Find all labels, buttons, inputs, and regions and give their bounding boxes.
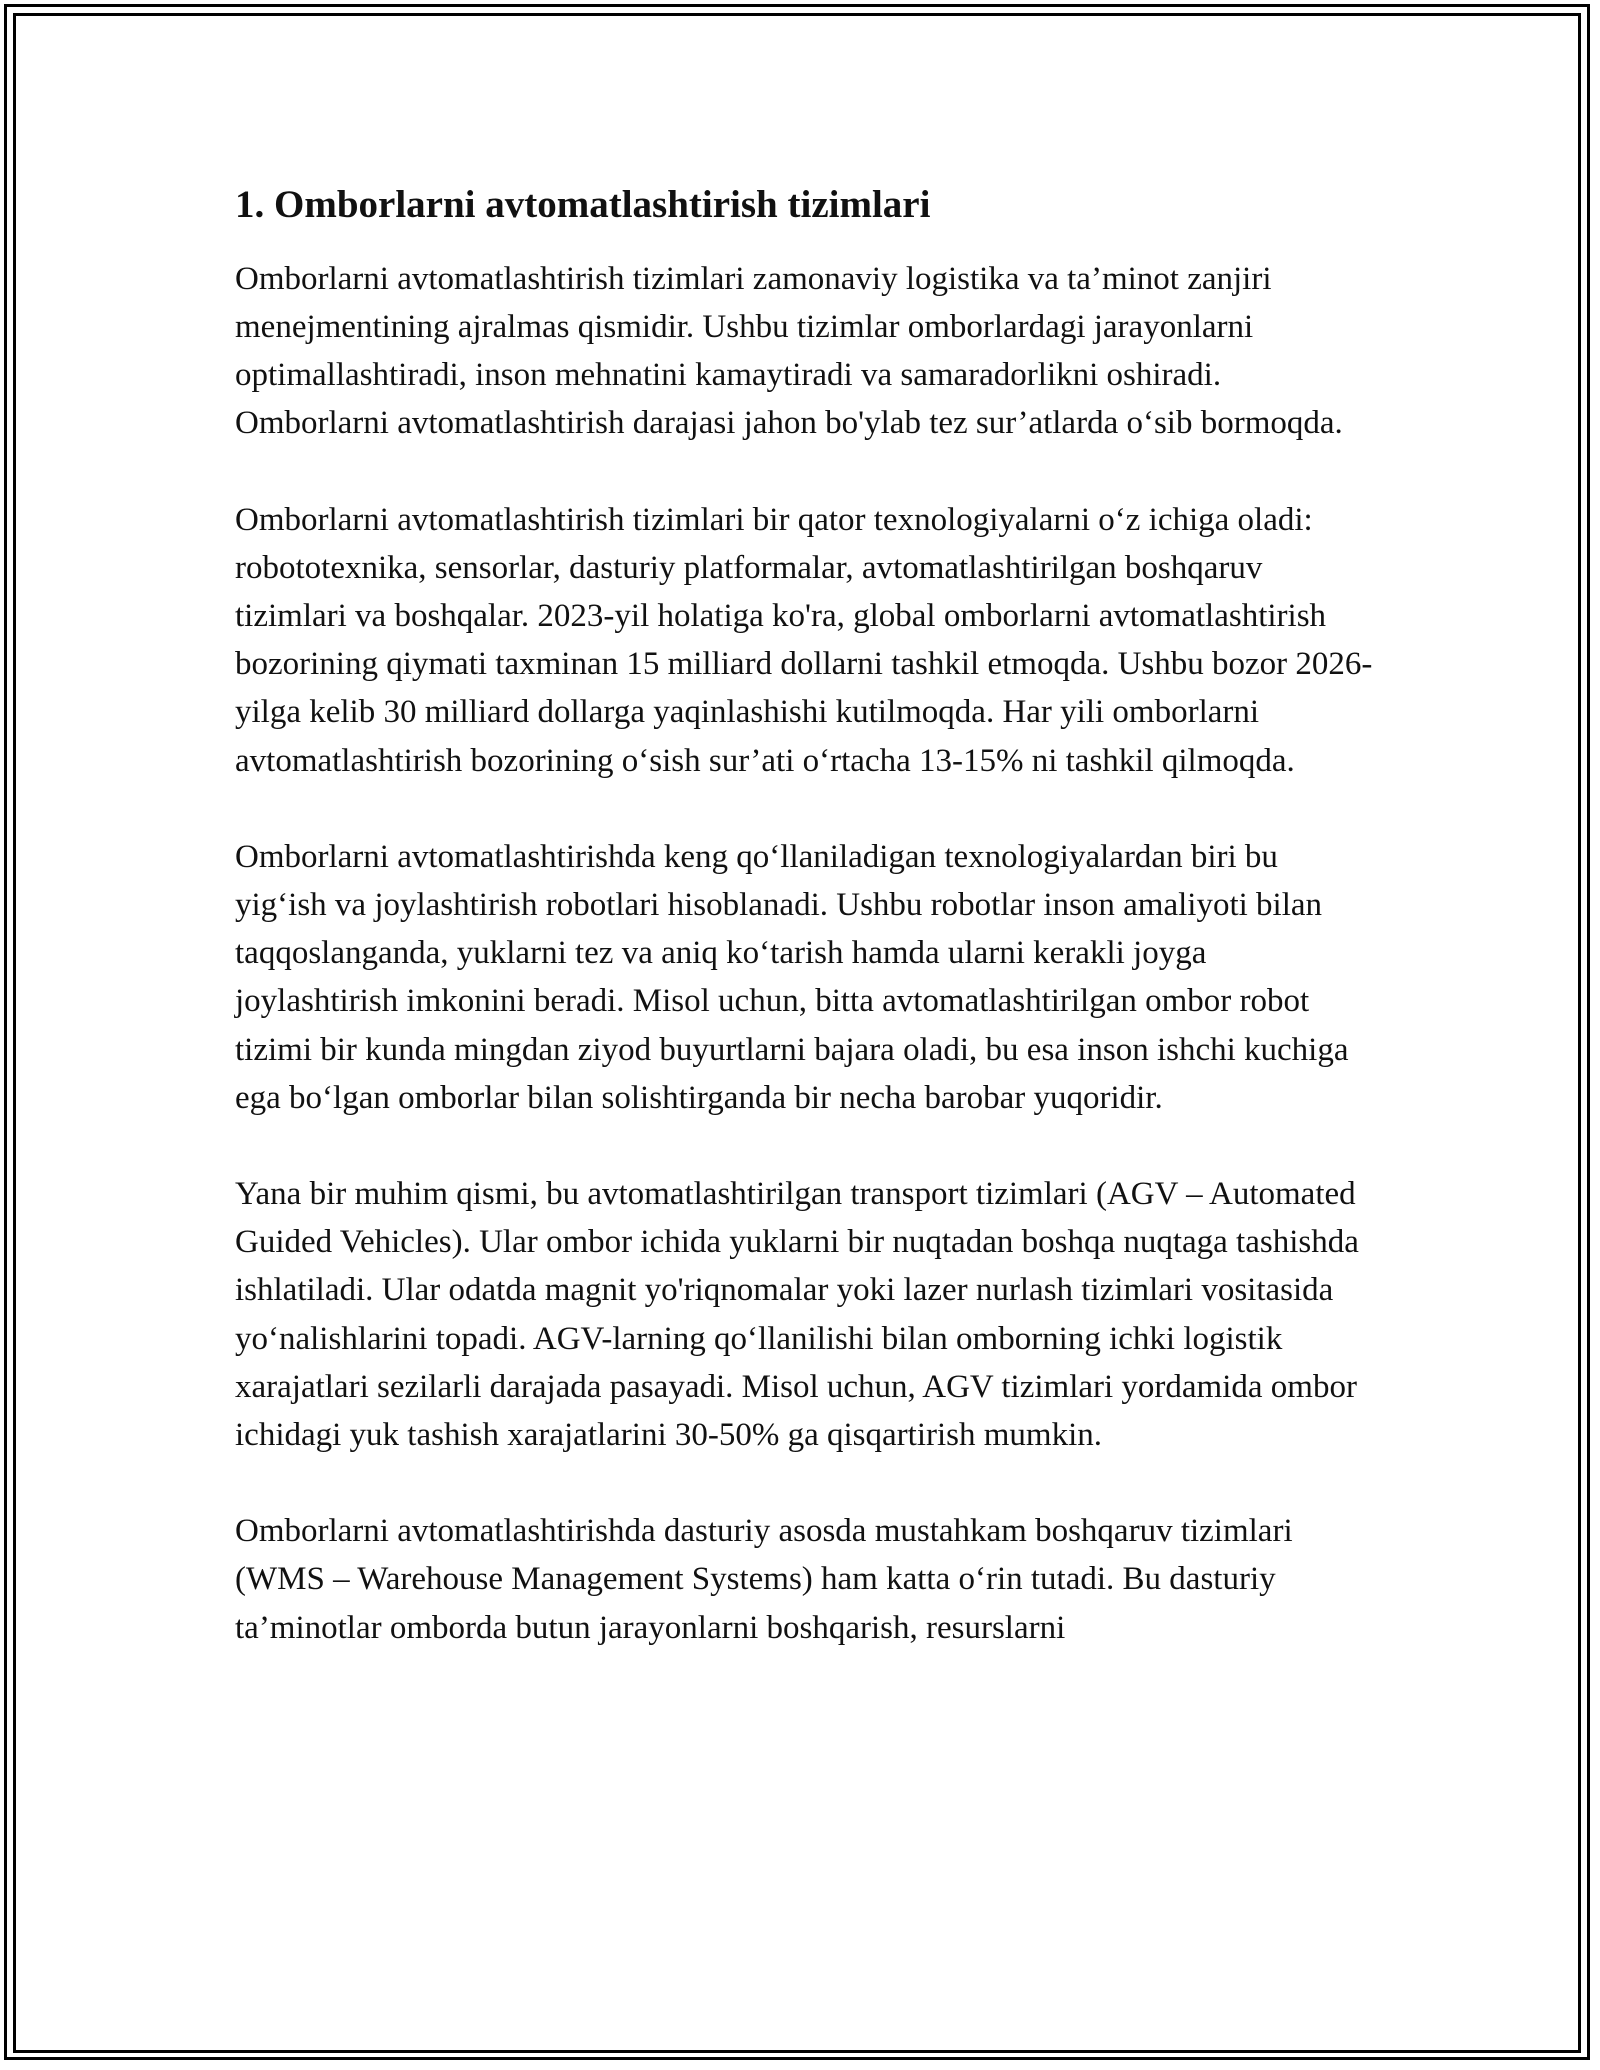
- section-heading: 1. Omborlarni avtomatlashtirish tizimlari: [235, 183, 931, 226]
- paragraph-4: Yana bir muhim qismi, bu avtomatlashtirilgan transport tizimlari (AGV – Automated Guided Vehicles). Ular ombor ichida yuklarni bir nuqtadan boshqa nuqtaga tashishda ishlatiladi. Ular odatda magnit yo'riqnomalar yoki lazer nurlash tizimlari vositasida yo‘nalishlarini topadi. AGV-larning qo‘llanilishi bilan omborning ichki logistik xarajatlari sezilarli darajada pasayadi. Misol uchun, AGV tizimlari yordamida ombor ichidagi yuk tashish xarajatlarini 30-50% ga qisqartirish mumkin.: [235, 1175, 1359, 1453]
- paragraph-3: Omborlarni avtomatlashtirishda keng qo‘llaniladigan texnologiyalardan biri bu yig‘ish va joylashtirish robotlari hisoblanadi. Ushbu robotlar inson amaliyoti bilan taqqoslanganda, yuklarni tez va aniq ko‘tarish hamda ularni kerakli joyga joylashtirish imkonini beradi. Misol uchun, bitta avtomatlashtirilgan ombor robot tizimi bir kunda mingdan ziyod buyurtlarni bajara oladi, bu esa inson ishchi kuchiga ega bo‘lgan omborlar bilan solishtirganda bir necha barobar yuqoridir.: [235, 838, 1349, 1116]
- paragraph-5: Omborlarni avtomatlashtirishda dasturiy asosda mustahkam boshqaruv tizimlari (WMS – Warehouse Management Systems) ham katta o‘rin tutadi. Bu dasturiy ta’minotlar omborda butun jarayonlarni boshqarish, resurslarni: [235, 1513, 1293, 1646]
- paragraph-2: Omborlarni avtomatlashtirish tizimlari bir qator texnologiyalarni o‘z ichiga oladi: robototexnika, sensorlar, dasturiy platformalar, avtomatlashtirilgan boshqaruv tizimlari va boshqalar. 2023-yil holatiga ko'ra, global omborlarni avtomatlashtirish bozorining qiymati taxminan 15 milliard dollarni tashkil etmoqda. Ushbu bozor 2026-yilga kelib 30 milliard dollarga yaqinlashishi kutilmoqda. Har yili omborlarni avtomatlashtirish bozorining o‘sish sur’ati o‘rtacha 13-15% ni tashkil qilmoqda.: [235, 501, 1373, 779]
- document-body: [235, 180, 1375, 1700]
- paragraph-1: Omborlarni avtomatlashtirish tizimlari zamonaviy logistika va ta’minot zanjiri menejmentining ajralmas qismidir. Ushbu tizimlar omborlardagi jarayonlarni optimallashtiradi, inson mehnatini kamaytiradi va samaradorlikni oshiradi. Omborlarni avtomatlashtirish darajasi jahon bo'ylab tez sur’atlarda o‘sib bormoqda.: [235, 260, 1343, 442]
